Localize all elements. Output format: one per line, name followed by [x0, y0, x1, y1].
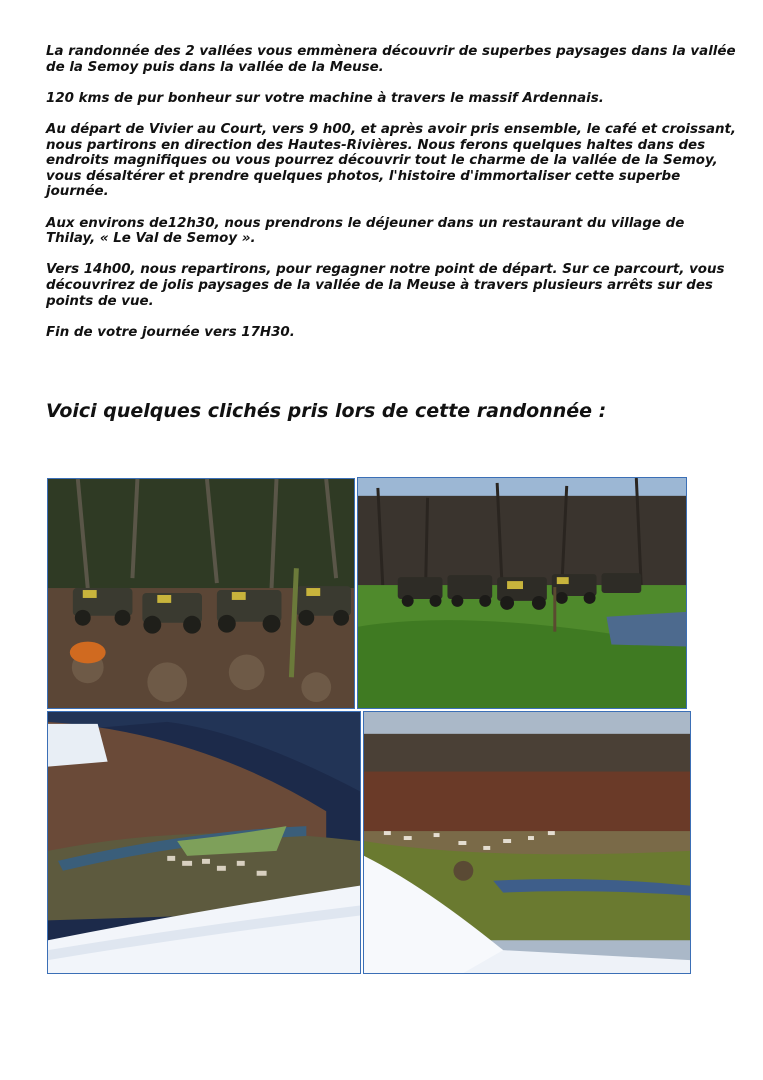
photo-quads-meadow-image: [358, 478, 686, 708]
paragraph-return: Vers 14h00, nous repartirons, pour regagner notre point de départ. Sur ce parcourt, vous découvrirez de jolis paysages de la vallée de la Meuse à travers plusieurs arrêts sur des points de vue.: [46, 262, 725, 309]
photo-meuse-valley: [363, 711, 691, 974]
paragraph-lunch: Aux environs de12h30, nous prendrons le déjeuner dans un restaurant du village de Thilay, « Le Val de Semoy ».: [46, 215, 685, 247]
photo-quads-forest: [47, 478, 355, 709]
paragraph-end: Fin de votre journée vers 17H30.: [46, 324, 295, 340]
photos-heading: Voici quelques clichés pris lors de cette randonnée :: [46, 400, 607, 422]
paragraph-distance: 120 kms de pur bonheur sur votre machine à travers le massif Ardennais.: [46, 90, 604, 106]
paragraph-intro: La randonnée des 2 vallées vous emmènera découvrir de superbes paysages dans la vallée de la Semoy puis dans la vallée de la Meuse.: [46, 44, 736, 75]
paragraph-departure: Au départ de Vivier au Court, vers 9 h00, et après avoir pris ensemble, le café et croissant, nous partirons en direction des Hautes-Rivières. Nous ferons quelques haltes dans des endroits magnifiques ou vous pourrez découvrir tout le charme de la vallée de la Semoy, vous désaltérer et prendre quelques photos, l'histoire d'immortaliser cette superbe journée.: [46, 121, 737, 200]
photo-quads-forest-image: [48, 479, 354, 708]
photo-semoy-valley-image: [48, 712, 360, 973]
photo-quads-meadow: [357, 477, 687, 709]
photo-meuse-valley-image: [364, 712, 690, 973]
photo-semoy-valley: [47, 711, 361, 974]
description-text: [46, 44, 736, 356]
